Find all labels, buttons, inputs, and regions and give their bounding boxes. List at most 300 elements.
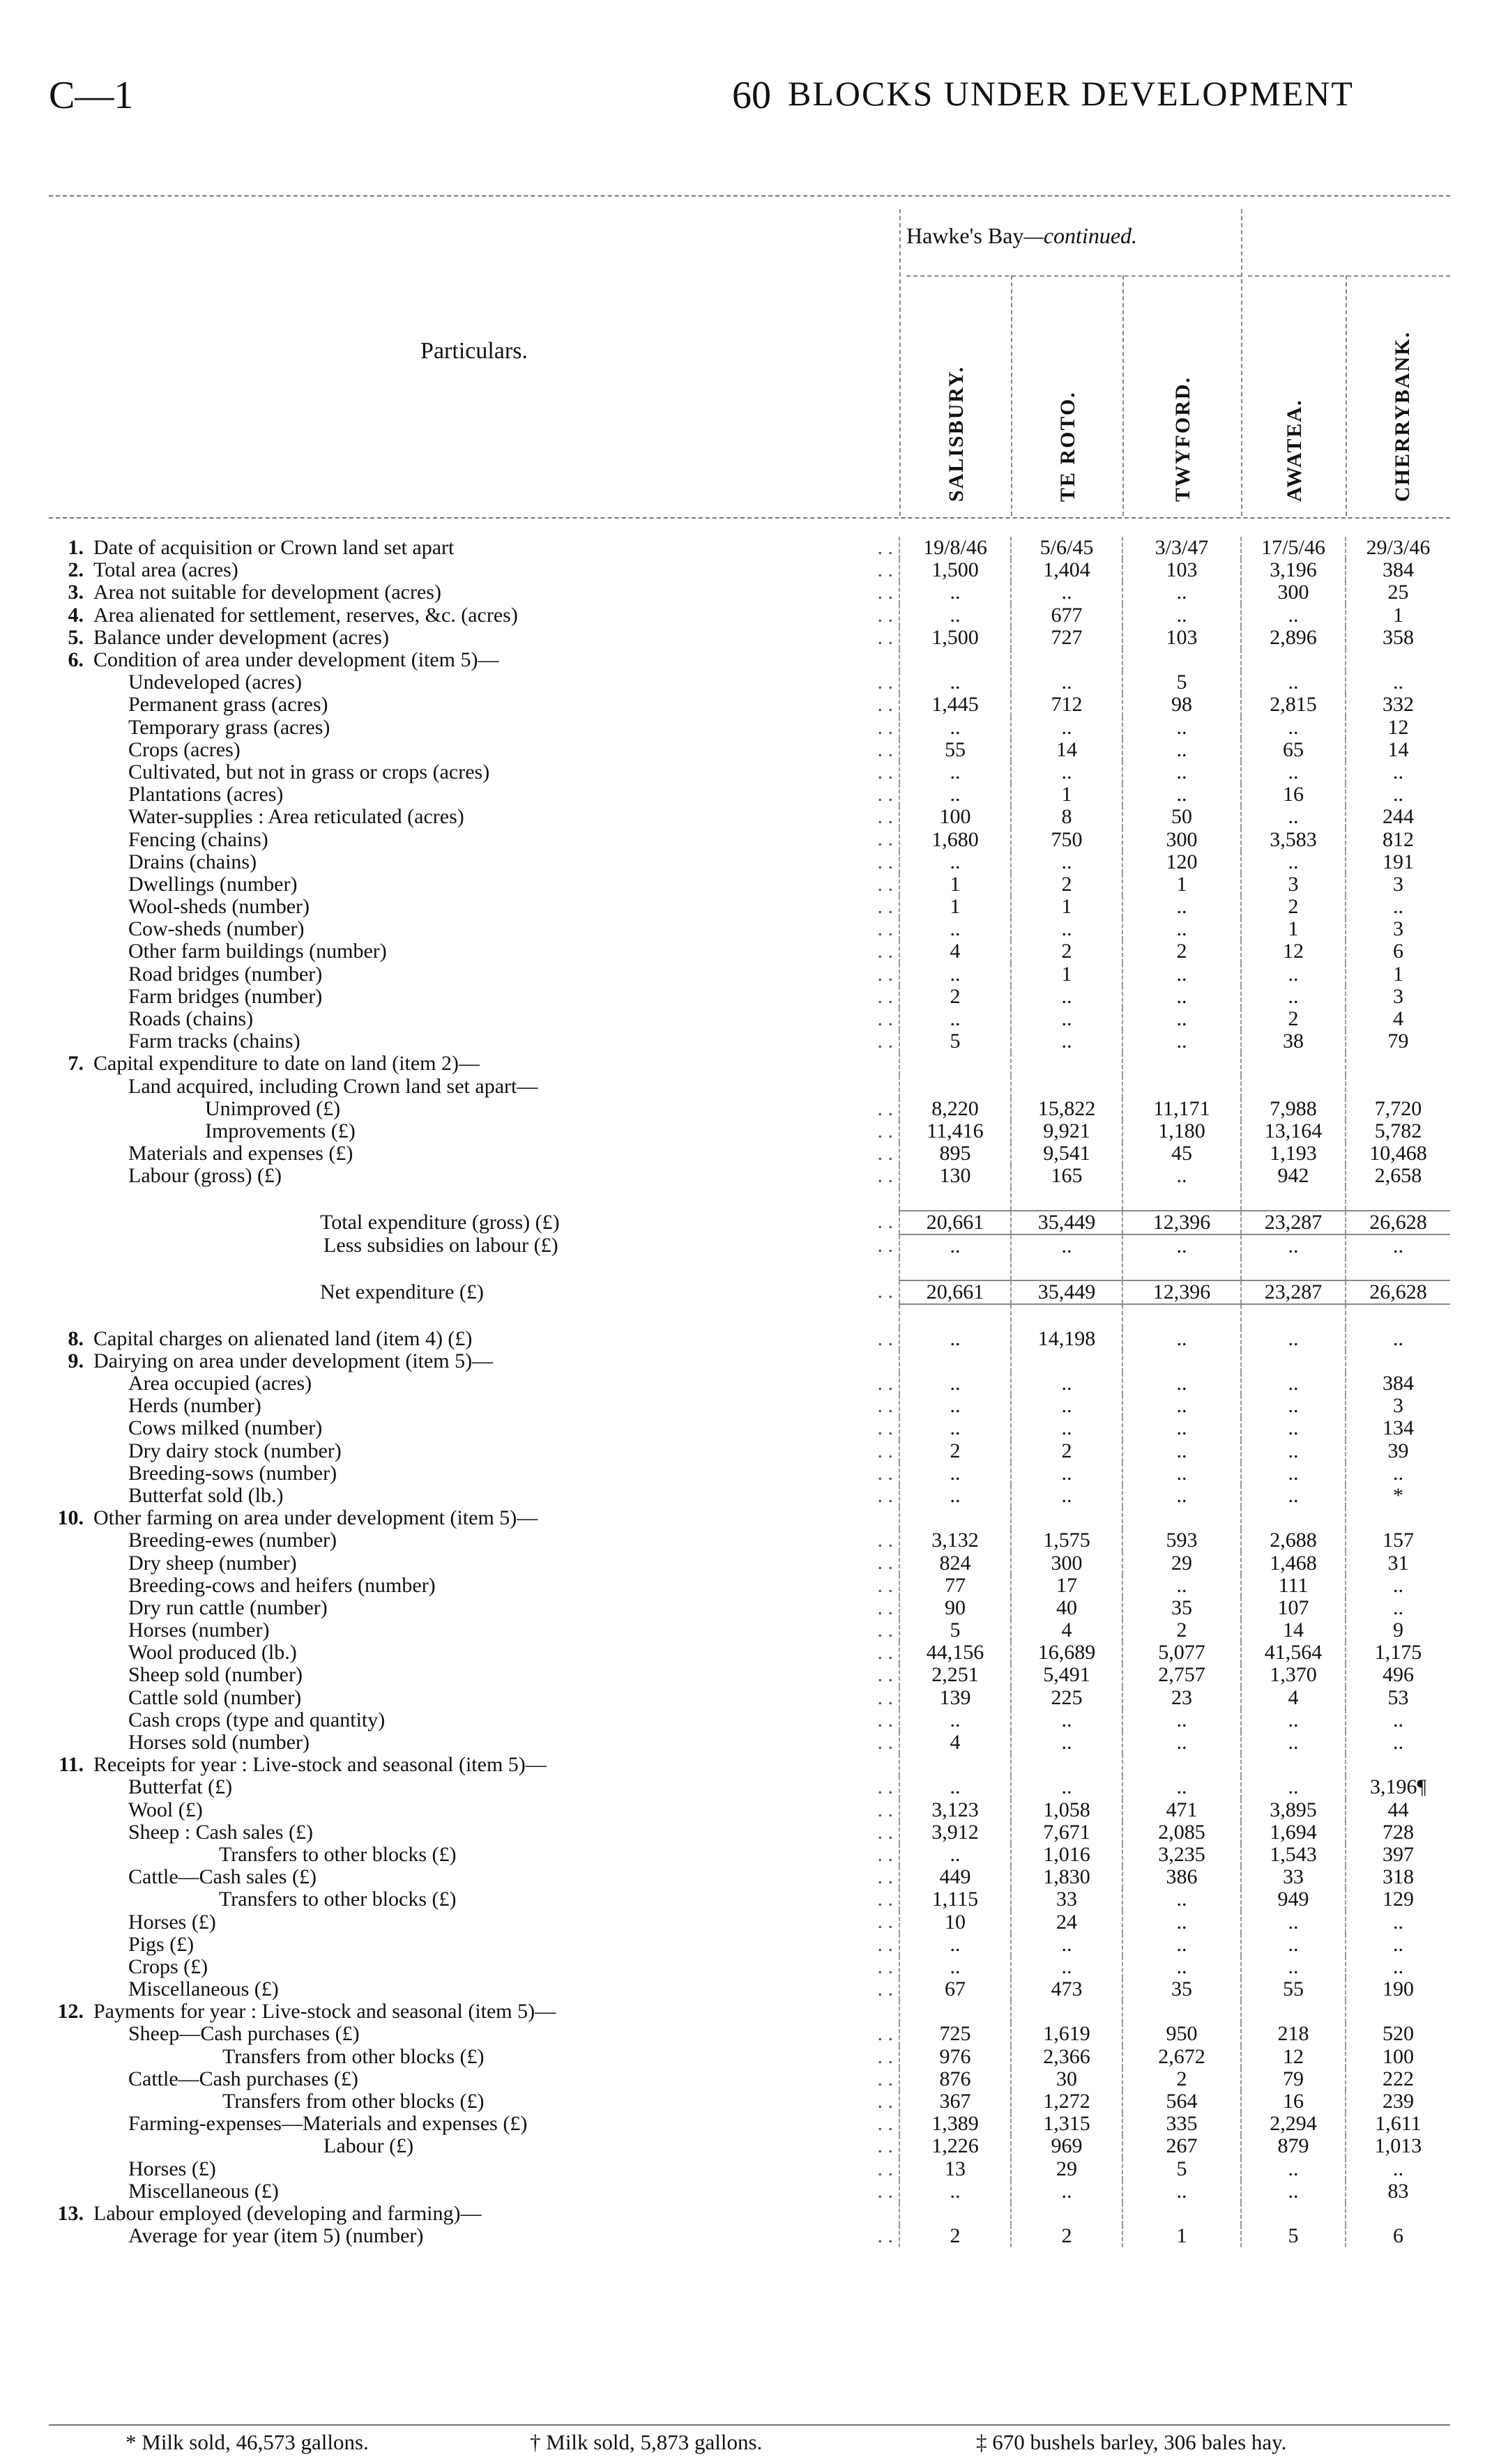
cell-value [1011,1507,1122,1529]
row-label-text: Condition of area under development (item 5)— [93,648,499,672]
cell-value: 2 [1122,940,1241,963]
cell-value: 1,500 [899,627,1011,649]
cell-value: 107 [1241,1597,1346,1619]
dot-leader: . . [877,1030,893,1053]
row-label [49,1934,899,1956]
cell-value: 23,287 [1241,1211,1346,1234]
cell-value: 225 [1011,1687,1122,1709]
cell-value: 157 [1346,1529,1450,1552]
page-title: BLOCKS UNDER DEVELOPMENT [788,74,1354,113]
table-row [49,963,1450,986]
table-row [49,873,1450,896]
particulars-heading: Particulars. [420,338,528,364]
page-code: C—1 [49,74,134,117]
cell-value [1346,1076,1450,1098]
cell-value: .. [1346,1934,1450,1956]
cell-value: 5 [899,1030,1011,1053]
cell-value: .. [1011,1709,1122,1731]
cell-value [1122,2000,1241,2023]
cell-value: 1,680 [899,828,1011,850]
cell-value: .. [1011,1030,1122,1053]
row-label-text: Total area (acres) [93,559,238,582]
cell-value: .. [1241,1372,1346,1395]
dot-leader: . . [877,537,893,559]
table-row [49,1417,1450,1439]
cell-value: 1,315 [1011,2113,1122,2135]
cell-value [1241,1076,1346,1098]
row-label-text: Miscellaneous (£) [128,2180,279,2203]
cell-value: .. [1241,1776,1346,1798]
row-label-text: Farming-expenses—Materials and expenses (£) [128,2113,528,2136]
cell-value: 727 [1011,627,1122,649]
row-label-text: Total expenditure (gross) (£) [320,1210,560,1234]
cell-value: 750 [1011,828,1122,850]
cell-value: .. [1011,986,1122,1008]
cell-value [1346,1304,1450,1327]
table-row [49,918,1450,940]
cell-value: .. [1122,918,1241,940]
column-divider [1011,275,1012,516]
cell-value [1346,1507,1450,1529]
row-number: 12. [57,2000,84,2023]
dot-leader: . . [877,559,893,582]
cell-value: 14,198 [1011,1328,1122,1350]
row-label-text: Average for year (item 5) (number) [128,2225,424,2248]
row-label-text: Transfers to other blocks (£) [219,1888,457,1911]
row-label-text: Wool produced (lb.) [128,1642,297,1665]
cell-value: .. [1241,1485,1346,1507]
row-label [49,761,899,783]
cell-value: 2,366 [1011,2046,1122,2068]
cell-value [1346,2203,1450,2225]
table-row [49,1372,1450,1395]
cell-value: 10 [899,1911,1011,1933]
cell-value: .. [1122,1440,1241,1462]
table-row [49,1978,1450,2000]
cell-value: .. [899,1372,1011,1395]
cell-value: .. [1011,717,1122,739]
cell-value: .. [1011,1372,1122,1395]
cell-value: .. [1011,671,1122,694]
dot-leader: . . [877,738,893,761]
row-label [49,739,899,761]
cell-value: .. [1241,671,1346,694]
cell-value: 728 [1346,1821,1450,1844]
cell-value: 520 [1346,2023,1450,2045]
cell-value: 25 [1346,581,1450,604]
cell-value: .. [1122,1234,1241,1257]
dot-leader: . . [877,1439,893,1462]
table-row [49,2158,1450,2180]
table-row [49,1709,1450,1731]
cell-value [1241,2000,1346,2023]
cell-value: 2,294 [1241,2113,1346,2135]
cell-value: .. [1011,1417,1122,1439]
row-label-text: Less subsidies on labour (£) [323,1234,558,1257]
cell-value: 83 [1346,2180,1450,2203]
cell-value: 1,611 [1346,2113,1450,2135]
cell-value: .. [1011,581,1122,604]
cell-value: 29 [1122,1552,1241,1574]
cell-value: 14 [1346,739,1450,761]
cell-value [1011,2000,1122,2023]
cell-value: 593 [1122,1529,1241,1552]
dot-leader: . . [877,828,893,851]
cell-value: .. [1122,1165,1241,1187]
cell-value: 67 [899,1978,1011,2000]
cell-value [1011,1350,1122,1372]
table-row [49,559,1450,581]
cell-value: .. [1241,1956,1346,1978]
cell-value: .. [1241,717,1346,739]
footnote-1: * Milk sold, 46,573 gallons. [125,2430,369,2454]
table-row [49,2135,1450,2157]
dot-leader: . . [877,940,893,963]
row-label [49,940,899,963]
row-label-text: Crops (£) [128,1955,208,1978]
cell-value: .. [1122,896,1241,918]
cell-value: 5 [1122,2158,1241,2180]
cell-value: 2,896 [1241,627,1346,649]
table-row [49,783,1450,806]
row-label-text: Fencing (chains) [128,828,268,851]
dot-leader: . . [877,581,893,604]
cell-value: 139 [899,1687,1011,1709]
row-label-text: Roads (chains) [128,1007,254,1031]
dot-leader: . . [877,1619,893,1642]
column-divider [899,209,901,516]
footnote-3: ‡ 670 bushels barley, 306 bales hay. [976,2430,1287,2454]
cell-value: 1 [1011,963,1122,986]
cell-value: .. [1011,851,1122,873]
row-label-text: Farm tracks (chains) [128,1030,300,1053]
row-label-text: Receipts for year : Live-stock and seasonal (item 5)— [93,1754,547,1777]
cell-value: .. [1011,1234,1122,1257]
region-heading: Hawke's Bay—continued. [906,223,1138,248]
row-label [49,873,899,896]
cell-value: 2,815 [1241,694,1346,716]
row-label [49,1257,899,1280]
cell-value: 386 [1122,1866,1241,1888]
cell-value [1122,1304,1241,1327]
cell-value: 98 [1122,694,1241,716]
cell-value: 2,251 [899,1664,1011,1686]
cell-value: .. [1241,1462,1346,1485]
cell-value: .. [1346,1575,1450,1597]
row-label [49,1664,899,1686]
table-row [49,1187,1450,1210]
row-label [49,851,899,873]
table-row [49,1440,1450,1462]
table-row [49,2046,1450,2068]
row-label-text: Area alienated for settlement, reserves, &c. (acres) [93,604,518,627]
cell-value: .. [1241,761,1346,783]
table-row [49,1076,1450,1098]
cell-value: .. [899,581,1011,604]
dot-leader: . . [877,1280,893,1303]
dot-leader: . . [877,1327,893,1350]
table-row [49,2180,1450,2203]
cell-value: 2 [899,986,1011,1008]
cell-value: 12,396 [1122,1211,1241,1234]
cell-value: 3 [1346,873,1450,896]
row-number: 13. [57,2202,84,2225]
cell-value: 5,077 [1122,1642,1241,1664]
cell-value: 26,628 [1346,1211,1450,1234]
row-label [49,2158,899,2180]
table-row [49,1731,1450,1754]
row-label [49,1911,899,1933]
dot-leader: . . [877,2135,893,2158]
dot-leader: . . [877,806,893,829]
cell-value: 2 [1122,2068,1241,2090]
cell-value: 12 [1346,717,1450,739]
table-row [49,1120,1450,1142]
table-row [49,1304,1450,1327]
cell-value: 2,688 [1241,1529,1346,1552]
row-label [49,1485,899,1507]
row-label-text: Wool (£) [128,1798,203,1821]
footnotes [49,2424,1450,2458]
cell-value [1011,1257,1122,1280]
cell-value: .. [1122,739,1241,761]
cell-value: 100 [1346,2046,1450,2068]
cell-value: .. [899,1934,1011,1956]
row-number: 3. [68,581,84,604]
cell-value: 90 [899,1597,1011,1619]
row-label [49,2180,899,2203]
table-row [49,828,1450,850]
dot-leader: . . [877,1552,893,1575]
dot-leader: . . [877,918,893,941]
table-row [49,1866,1450,1888]
cell-value [899,1507,1011,1529]
row-label-text: Labour (£) [323,2135,414,2158]
cell-value [1241,2203,1346,2225]
table-row [49,851,1450,873]
cell-value: .. [1346,1731,1450,1754]
row-label-text: Road bridges (number) [128,963,323,986]
cell-value: 5 [1241,2225,1346,2247]
row-label-text: Butterfat sold (lb.) [128,1484,284,1507]
cell-value: 9 [1346,1619,1450,1642]
cell-value: 4 [1346,1008,1450,1030]
row-label [49,1687,899,1709]
cell-value: 16 [1241,783,1346,806]
cell-value: 41,564 [1241,1642,1346,1664]
row-label [49,1076,899,1098]
row-label-text: Water-supplies : Area reticulated (acres) [128,806,464,829]
cell-value: 3 [1241,873,1346,896]
cell-value: 1,543 [1241,1844,1346,1866]
dot-leader: . . [877,1395,893,1418]
cell-value: 335 [1122,2113,1241,2135]
row-label-text: Miscellaneous (£) [128,1978,279,2001]
row-label [49,828,899,850]
row-label [49,1304,899,1327]
table-row [49,2068,1450,2090]
row-label-text: Horses sold (number) [128,1731,310,1754]
row-label-text: Materials and expenses (£) [128,1142,353,1165]
cell-value [899,1350,1011,1372]
cell-value: 11,171 [1122,1098,1241,1120]
cell-value: 300 [1122,828,1241,850]
dot-leader: . . [877,1210,893,1233]
top-rule [49,195,1450,197]
dot-leader: . . [877,850,893,873]
row-label [49,1888,899,1911]
table-row [49,761,1450,783]
cell-value: 31 [1346,1552,1450,1574]
table-row [49,1888,1450,1911]
column-header-awatea: AWATEA. [1283,399,1306,502]
row-label [49,1529,899,1552]
cell-value: .. [1122,1709,1241,1731]
cell-value: .. [1346,783,1450,806]
row-label [49,1120,899,1142]
column-divider [1346,275,1347,516]
row-label [49,918,899,940]
cell-value: 812 [1346,828,1450,850]
cell-value [1122,1350,1241,1372]
cell-value: 1,500 [899,559,1011,581]
cell-value: 111 [1241,1575,1346,1597]
cell-value: .. [1122,783,1241,806]
cell-value: 120 [1122,851,1241,873]
dot-leader: . . [877,1596,893,1619]
cell-value: 35,449 [1011,1211,1122,1234]
row-label [49,2135,899,2157]
cell-value: 824 [899,1552,1011,1574]
development-table [49,537,1450,2247]
table-row [49,2113,1450,2135]
cell-value: 3 [1346,986,1450,1008]
row-label [49,2046,899,2068]
table-row [49,1234,1450,1257]
table-row [49,1462,1450,1485]
cell-value [1122,1053,1241,1075]
row-label [49,2068,899,2090]
table-row [49,1911,1450,1933]
cell-value: 165 [1011,1165,1122,1187]
table-row [49,537,1450,559]
cell-value: .. [1241,1709,1346,1731]
cell-value: .. [1241,2158,1346,2180]
dot-leader: . . [877,1664,893,1687]
row-label [49,604,899,627]
table-row [49,1664,1450,1686]
cell-value: .. [1122,1911,1241,1933]
table-row [49,1687,1450,1709]
cell-value [899,649,1011,671]
cell-value: 4 [1241,1687,1346,1709]
row-label [49,1597,899,1619]
row-label-text: Plantations (acres) [128,783,284,806]
cell-value: 55 [899,739,1011,761]
table-row [49,1799,1450,1821]
cell-value: .. [1241,1417,1346,1439]
table-row [49,717,1450,739]
cell-value: 239 [1346,2090,1450,2113]
row-label [49,1619,899,1642]
cell-value: 2 [1011,2225,1122,2247]
cell-value: 384 [1346,1372,1450,1395]
cell-value: 19/8/46 [899,537,1011,559]
cell-value: 218 [1241,2023,1346,2045]
row-label-text: Cattle—Cash purchases (£) [128,2067,358,2090]
table-row [49,2225,1450,2247]
cell-value: .. [1122,2180,1241,2203]
cell-value: 4 [899,1731,1011,1754]
table-row [49,2090,1450,2113]
cell-value: 1,404 [1011,559,1122,581]
cell-value: 895 [899,1142,1011,1165]
cell-value: 11,416 [899,1120,1011,1142]
dot-leader: . . [877,1708,893,1731]
column-header-twyford: TWYFORD. [1171,376,1194,502]
cell-value: 7,671 [1011,1821,1122,1844]
cell-value: 8,220 [899,1098,1011,1120]
row-label-text: Improvements (£) [205,1119,356,1142]
dot-leader: . . [877,985,893,1008]
cell-value: .. [1241,604,1346,627]
row-number: 6. [68,648,84,672]
cell-value [1346,1257,1450,1280]
cell-value: 5/6/45 [1011,537,1122,559]
cell-value: 449 [899,1866,1011,1888]
table-row [49,1934,1450,1956]
cell-value: 39 [1346,1440,1450,1462]
cell-value: .. [1122,1395,1241,1417]
table-row [49,1821,1450,1844]
cell-value: 1,180 [1122,1120,1241,1142]
table-row [49,1030,1450,1053]
cell-value: 473 [1011,1978,1122,2000]
row-label [49,1280,899,1304]
row-label [49,2000,899,2023]
cell-value: .. [1122,986,1241,1008]
row-label-text: Crops (acres) [128,738,241,761]
table-header [49,209,1450,516]
cell-value: 1,694 [1241,1821,1346,1844]
dot-leader: . . [877,1798,893,1821]
cell-value [1122,1507,1241,1529]
cell-value: 1,370 [1241,1664,1346,1686]
cell-value: 13 [899,2158,1011,2180]
row-label [49,1008,899,1030]
cell-value: 26,628 [1346,1280,1450,1304]
cell-value: 725 [899,2023,1011,2045]
dot-leader: . . [877,1372,893,1395]
cell-value: 2 [899,2225,1011,2247]
cell-value: 1 [1346,963,1450,986]
dot-leader: . . [877,671,893,694]
row-label-text: Unimproved (£) [205,1097,341,1120]
cell-value: 6 [1346,940,1450,963]
cell-value: 677 [1011,604,1122,627]
cell-value: .. [1011,1395,1122,1417]
dot-leader: . . [877,1165,893,1188]
cell-value: 949 [1241,1888,1346,1911]
cell-value: 976 [899,2046,1011,2068]
table-row [49,1642,1450,1664]
row-label [49,649,899,671]
header-rule [49,517,1450,519]
row-label-text: Date of acquisition or Crown land set apart [93,537,455,560]
cell-value: .. [899,761,1011,783]
cell-value: 35 [1122,1978,1241,2000]
cell-value: 7,988 [1241,1098,1346,1120]
